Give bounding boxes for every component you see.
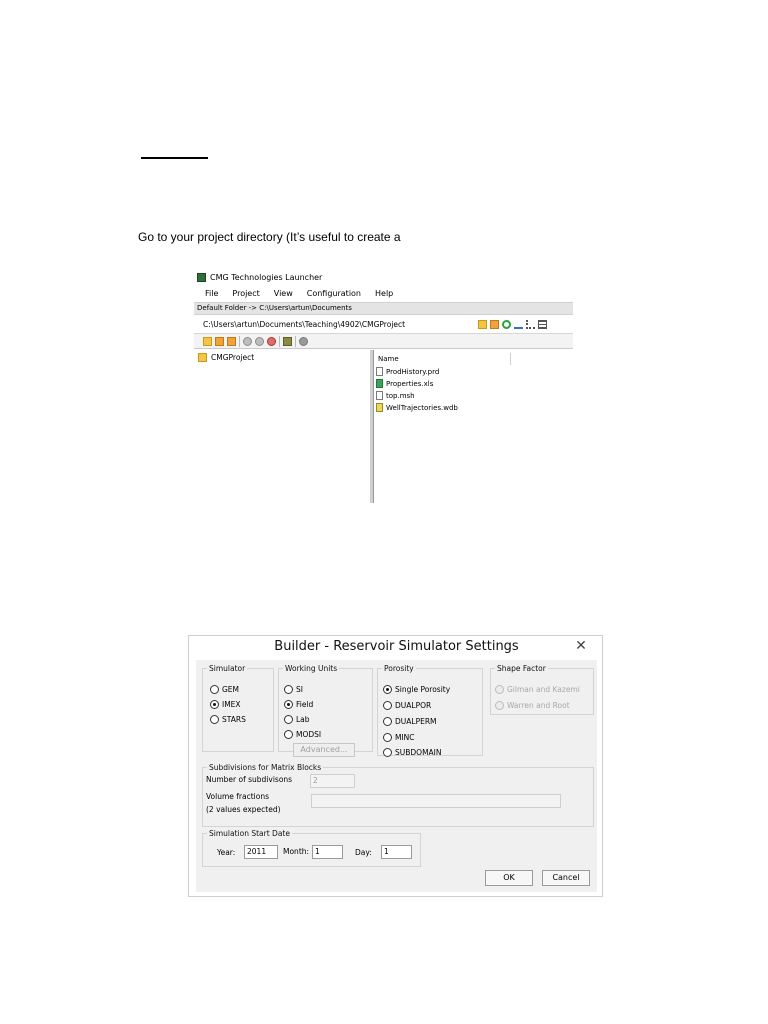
radio-warren-root[interactable] bbox=[495, 701, 570, 710]
radio-dualperm[interactable] bbox=[383, 717, 437, 726]
document-icon bbox=[376, 391, 383, 400]
year-field[interactable]: 2011 bbox=[244, 845, 278, 859]
radio-dualpor[interactable] bbox=[383, 701, 431, 710]
radio-circle bbox=[383, 733, 392, 742]
dialog-title: Builder - Reservoir Simulator Settings bbox=[274, 639, 519, 654]
file-row[interactable] bbox=[376, 403, 458, 412]
package-icon[interactable] bbox=[283, 337, 292, 346]
details-view-icon[interactable] bbox=[538, 320, 547, 329]
radio-circle-selected bbox=[284, 700, 293, 709]
close-icon[interactable]: ✕ bbox=[575, 638, 587, 654]
cancel-button[interactable]: Cancel bbox=[542, 870, 590, 886]
open-folder-icon[interactable] bbox=[478, 320, 487, 329]
day-label: Day: bbox=[355, 848, 372, 857]
shape-factor-group bbox=[490, 664, 594, 715]
radio-circle bbox=[383, 701, 392, 710]
simulator-group bbox=[202, 664, 274, 752]
month-field[interactable]: 1 bbox=[312, 845, 343, 859]
radio-imex[interactable] bbox=[210, 700, 241, 709]
radio-gem[interactable] bbox=[210, 685, 239, 694]
porosity-legend: Porosity bbox=[384, 664, 414, 673]
project-remove-icon[interactable] bbox=[227, 337, 236, 346]
delete-settings-icon[interactable] bbox=[267, 337, 276, 346]
underline-mark bbox=[141, 157, 208, 159]
radio-subdomain[interactable] bbox=[383, 748, 442, 757]
file-row[interactable] bbox=[376, 367, 439, 376]
radio-label: SI bbox=[296, 685, 303, 694]
porosity-group bbox=[377, 664, 483, 756]
builder-settings-dialog bbox=[188, 635, 603, 897]
path-field[interactable]: C:\Users\artun\Documents\Teaching\4902\CMGProject bbox=[203, 320, 406, 329]
cmg-launcher-window bbox=[194, 270, 573, 503]
project-open-icon[interactable] bbox=[203, 337, 212, 346]
subdivisions-number-field[interactable]: 2 bbox=[310, 774, 355, 788]
radio-label: Lab bbox=[296, 715, 310, 724]
radio-gilman-kazemi[interactable] bbox=[495, 685, 580, 694]
menu-configuration[interactable]: Configuration bbox=[306, 288, 362, 298]
launcher-menu-bar bbox=[194, 286, 573, 300]
radio-modsi[interactable] bbox=[284, 730, 321, 739]
project-add-icon[interactable] bbox=[215, 337, 224, 346]
toolbar-separator bbox=[279, 336, 280, 347]
radio-label: IMEX bbox=[222, 700, 241, 709]
radio-label: Field bbox=[296, 700, 314, 709]
volume-fractions-field[interactable] bbox=[311, 794, 561, 808]
path-toolbar bbox=[478, 320, 547, 329]
dialog-body bbox=[196, 660, 597, 892]
new-folder-icon[interactable] bbox=[490, 320, 499, 329]
tree-item-cmgproject[interactable] bbox=[198, 353, 254, 362]
intro-text: Go to your project directory (It’s useful to create a bbox=[138, 230, 401, 244]
working-units-legend: Working Units bbox=[285, 664, 338, 673]
radio-circle-selected bbox=[210, 700, 219, 709]
working-units-group bbox=[278, 664, 373, 752]
refresh-icon[interactable] bbox=[502, 320, 511, 329]
radio-circle bbox=[210, 715, 219, 724]
document-icon bbox=[376, 367, 383, 376]
cmg-app-icon bbox=[197, 273, 206, 282]
radio-circle-disabled bbox=[495, 701, 504, 710]
file-name: ProdHistory.prd bbox=[386, 367, 440, 376]
file-row[interactable] bbox=[376, 379, 433, 388]
file-name: WellTrajectories.wdb bbox=[386, 403, 458, 412]
file-row[interactable] bbox=[376, 391, 415, 400]
radio-circle bbox=[284, 715, 293, 724]
radio-si[interactable] bbox=[284, 685, 303, 694]
launcher-title-bar bbox=[194, 270, 573, 285]
tree-view-icon[interactable] bbox=[526, 320, 535, 329]
column-header-name[interactable]: Name bbox=[378, 353, 511, 365]
radio-circle bbox=[210, 685, 219, 694]
month-label: Month: bbox=[283, 847, 310, 856]
radio-circle-disabled bbox=[495, 685, 504, 694]
volume-fractions-hint: (2 values expected) bbox=[206, 805, 281, 814]
sort-icon[interactable] bbox=[514, 320, 523, 329]
radio-circle bbox=[383, 748, 392, 757]
menu-file[interactable]: File bbox=[205, 288, 219, 298]
path-row bbox=[194, 317, 573, 332]
subdivisions-group bbox=[202, 763, 594, 827]
well-database-icon bbox=[376, 403, 383, 412]
advanced-button[interactable]: Advanced... bbox=[293, 743, 355, 757]
menu-help[interactable]: Help bbox=[375, 288, 394, 298]
radio-label: MINC bbox=[395, 733, 415, 742]
subdivisions-legend: Subdivisions for Matrix Blocks bbox=[209, 763, 322, 772]
radio-label: STARS bbox=[222, 715, 246, 724]
radio-single-porosity[interactable] bbox=[383, 685, 450, 694]
launcher-title: CMG Technologies Launcher bbox=[210, 273, 323, 282]
radio-label: DUALPOR bbox=[395, 701, 432, 710]
toolbar-separator bbox=[295, 336, 296, 347]
radio-label: DUALPERM bbox=[395, 717, 437, 726]
radio-circle-selected bbox=[383, 685, 392, 694]
radio-circle bbox=[284, 730, 293, 739]
radio-label: Single Porosity bbox=[395, 685, 451, 694]
excel-icon bbox=[376, 379, 383, 388]
radio-label: Gilman and Kazemi bbox=[507, 685, 580, 694]
start-date-legend: Simulation Start Date bbox=[209, 829, 290, 838]
file-name: top.msh bbox=[386, 391, 415, 400]
radio-label: SUBDOMAIN bbox=[395, 748, 442, 757]
radio-stars[interactable] bbox=[210, 715, 246, 724]
project-tree-pane bbox=[194, 350, 371, 503]
file-list-pane bbox=[374, 350, 573, 503]
radio-label: Warren and Root bbox=[507, 701, 570, 710]
menu-view[interactable]: View bbox=[273, 288, 293, 298]
year-label: Year: bbox=[217, 848, 236, 857]
radio-minc[interactable] bbox=[383, 733, 415, 742]
volume-fractions-label: Volume fractions bbox=[206, 792, 269, 801]
settings-icon[interactable] bbox=[243, 337, 252, 346]
toolbar-separator bbox=[239, 336, 240, 347]
file-name: Properties.xls bbox=[386, 379, 434, 388]
start-date-group bbox=[202, 829, 421, 867]
default-folder-bar: Default Folder -> C:\Users\artun\Documents bbox=[194, 302, 573, 315]
ok-button[interactable]: OK bbox=[485, 870, 533, 886]
simulator-legend: Simulator bbox=[209, 664, 246, 673]
run-settings-icon[interactable] bbox=[255, 337, 264, 346]
subdivisions-number-label: Number of subdivisons bbox=[206, 775, 293, 784]
radio-field[interactable] bbox=[284, 700, 313, 709]
folder-icon bbox=[198, 353, 207, 362]
tree-item-label: CMGProject bbox=[211, 353, 255, 362]
radio-circle bbox=[284, 685, 293, 694]
launcher-toolbar bbox=[194, 333, 573, 349]
menu-project[interactable]: Project bbox=[232, 288, 260, 298]
stop-icon[interactable] bbox=[299, 337, 308, 346]
day-field[interactable]: 1 bbox=[381, 845, 412, 859]
radio-circle bbox=[383, 717, 392, 726]
radio-label: MODSI bbox=[296, 730, 322, 739]
shape-factor-legend: Shape Factor bbox=[497, 664, 546, 673]
radio-label: GEM bbox=[222, 685, 240, 694]
radio-lab[interactable] bbox=[284, 715, 310, 724]
